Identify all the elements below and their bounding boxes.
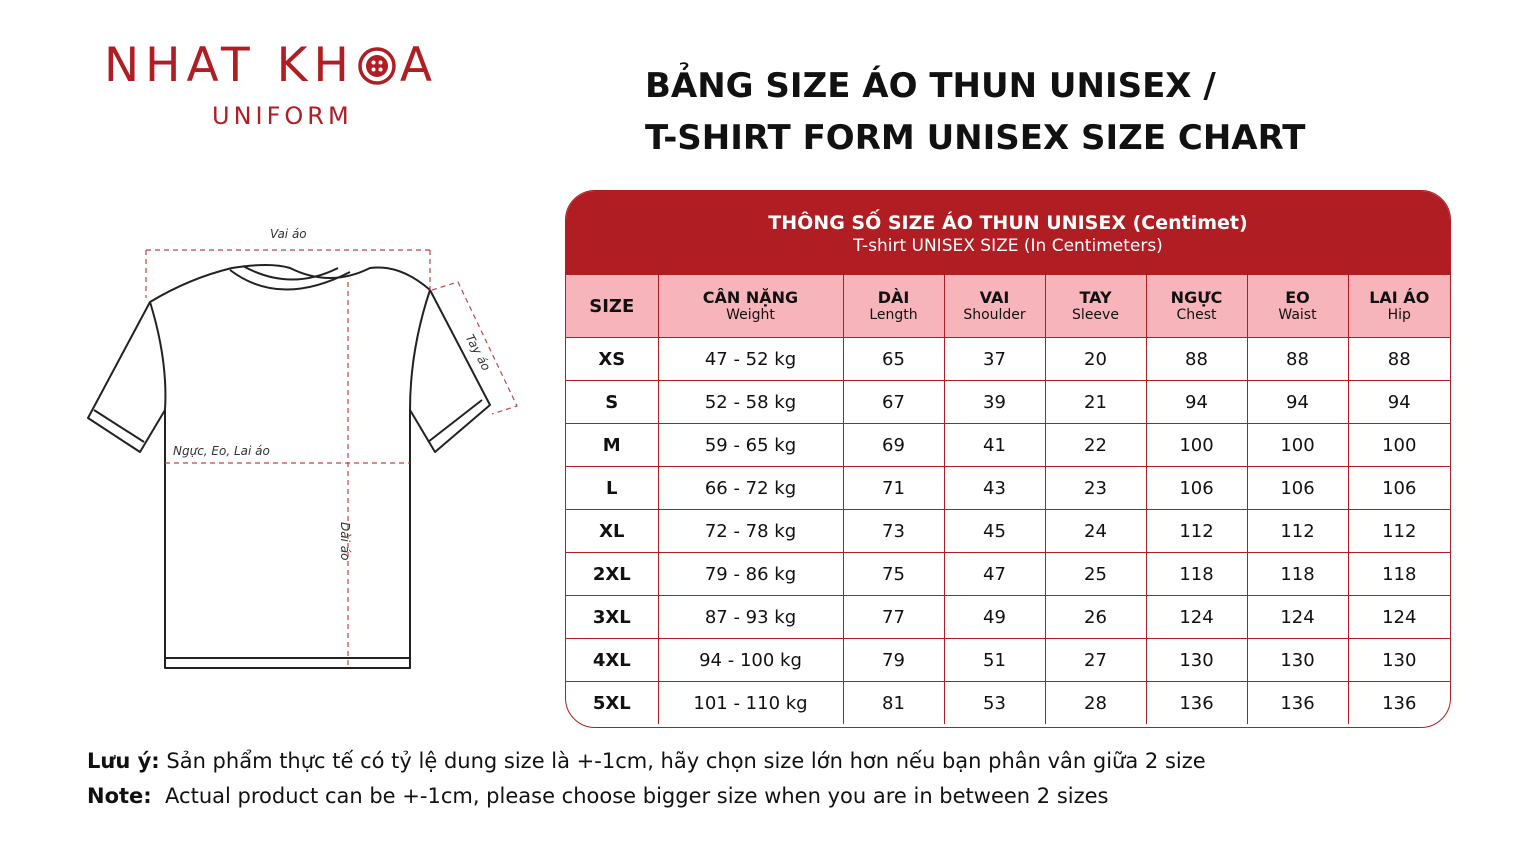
table-cell: 130: [1146, 639, 1247, 682]
table-cell: 79 - 86 kg: [658, 553, 843, 596]
size-cell: XL: [566, 510, 658, 553]
table-cell: 73: [843, 510, 944, 553]
size-cell: 4XL: [566, 639, 658, 682]
table-cell: 71: [843, 467, 944, 510]
size-chart-table: [565, 190, 1451, 728]
column-header-vi: SIZE: [589, 295, 635, 317]
table-cell: 27: [1045, 639, 1146, 682]
table-cell: 20: [1045, 338, 1146, 381]
note-en-text: Actual product can be +-1cm, please choose bigger size when you are in between 2 sizes: [165, 784, 1109, 808]
logo-text-part1: NHAT KH: [104, 38, 355, 93]
table-cell: 23: [1045, 467, 1146, 510]
table-cell: 94: [1146, 381, 1247, 424]
table-cell: 49: [944, 596, 1045, 639]
note-vi: [87, 744, 1487, 779]
column-header-vi: EO: [1285, 288, 1310, 307]
tshirt-outline-icon: [80, 220, 530, 680]
table-cell: 28: [1045, 682, 1146, 725]
table-cell: 88: [1247, 338, 1348, 381]
table-cell: 124: [1348, 596, 1450, 639]
note-en-label: Note:: [87, 784, 152, 808]
sleeve-label: Tay áo: [462, 332, 494, 374]
table-cell: 94: [1348, 381, 1450, 424]
column-header: [1247, 275, 1348, 338]
column-header-en: Shoulder: [963, 307, 1026, 323]
size-cell: 3XL: [566, 596, 658, 639]
table-cell: 24: [1045, 510, 1146, 553]
table-cell: 136: [1348, 682, 1450, 725]
column-header: [566, 275, 658, 338]
table-cell: 94 - 100 kg: [658, 639, 843, 682]
size-rows: [566, 338, 1450, 725]
table-cell: 136: [1146, 682, 1247, 725]
table-cell: 26: [1045, 596, 1146, 639]
table-cell: 100: [1348, 424, 1450, 467]
table-cell: 77: [843, 596, 944, 639]
table-cell: 81: [843, 682, 944, 725]
column-header-en: Sleeve: [1072, 307, 1119, 323]
table-cell: 112: [1247, 510, 1348, 553]
logo-text-part2: A: [399, 38, 438, 93]
table-cell: 47: [944, 553, 1045, 596]
column-header: [944, 275, 1045, 338]
button-icon: [357, 46, 397, 86]
table-cell: 118: [1146, 553, 1247, 596]
size-cell: XS: [566, 338, 658, 381]
table-row: [566, 424, 1450, 467]
table-cell: 106: [1247, 467, 1348, 510]
column-header-en: Chest: [1176, 307, 1217, 323]
table-cell: 87 - 93 kg: [658, 596, 843, 639]
column-header-vi: LAI ÁO: [1369, 288, 1430, 307]
table-cell: 130: [1348, 639, 1450, 682]
table-cell: 52 - 58 kg: [658, 381, 843, 424]
table-cell: 100: [1247, 424, 1348, 467]
column-header-en: Hip: [1387, 307, 1411, 323]
column-header-vi: NGỰC: [1170, 288, 1223, 307]
table-cell: 106: [1146, 467, 1247, 510]
size-table-title-en: T-shirt UNISEX SIZE (In Centimeters): [853, 236, 1163, 256]
table-cell: 88: [1146, 338, 1247, 381]
table-cell: 106: [1348, 467, 1450, 510]
column-header: [1146, 275, 1247, 338]
table-cell: 65: [843, 338, 944, 381]
column-header-vi: DÀI: [877, 288, 910, 307]
table-cell: 118: [1247, 553, 1348, 596]
table-cell: 45: [944, 510, 1045, 553]
table-cell: 25: [1045, 553, 1146, 596]
tshirt-diagram: [80, 220, 530, 680]
column-header: [1045, 275, 1146, 338]
table-cell: 101 - 110 kg: [658, 682, 843, 725]
table-row: [566, 510, 1450, 553]
size-cell: 2XL: [566, 553, 658, 596]
table-cell: 72 - 78 kg: [658, 510, 843, 553]
size-cell: 5XL: [566, 682, 658, 725]
table-cell: 22: [1045, 424, 1146, 467]
table-cell: 88: [1348, 338, 1450, 381]
table-cell: 66 - 72 kg: [658, 467, 843, 510]
note-en: [87, 779, 1487, 814]
shoulder-label: Vai áo: [270, 227, 307, 241]
table-row: [566, 467, 1450, 510]
note-vi-text: Sản phẩm thực tế có tỷ lệ dung size là +-1cm, hãy chọn size lớn hơn nếu bạn phân vân giữa 2 size: [166, 749, 1206, 773]
logo-subtitle: UNIFORM: [212, 102, 353, 130]
size-cell: M: [566, 424, 658, 467]
table-cell: 51: [944, 639, 1045, 682]
table-cell: 118: [1348, 553, 1450, 596]
table-cell: 130: [1247, 639, 1348, 682]
table-cell: 112: [1146, 510, 1247, 553]
table-cell: 37: [944, 338, 1045, 381]
table-cell: 47 - 52 kg: [658, 338, 843, 381]
column-header-en: Weight: [726, 307, 775, 323]
table-cell: 53: [944, 682, 1045, 725]
table-row: [566, 553, 1450, 596]
table-cell: 59 - 65 kg: [658, 424, 843, 467]
table-cell: 124: [1146, 596, 1247, 639]
page-title-line1: BẢNG SIZE ÁO THUN UNISEX /: [645, 66, 1216, 106]
table-row: [566, 338, 1450, 381]
column-header: [658, 275, 843, 338]
table-row: [566, 682, 1450, 725]
column-header-vi: CÂN NẶNG: [702, 288, 799, 307]
table-row: [566, 639, 1450, 682]
table-cell: 43: [944, 467, 1045, 510]
chest-label: Ngực, Eo, Lai áo: [173, 444, 270, 458]
size-cell: S: [566, 381, 658, 424]
table-cell: 67: [843, 381, 944, 424]
size-table: [566, 274, 1450, 724]
column-header: [1348, 275, 1450, 338]
note-vi-label: Lưu ý:: [87, 749, 160, 773]
table-cell: 75: [843, 553, 944, 596]
table-cell: 79: [843, 639, 944, 682]
table-cell: 112: [1348, 510, 1450, 553]
notes: [87, 744, 1487, 814]
column-header-en: Waist: [1278, 307, 1317, 323]
length-label: Dài áo: [338, 522, 352, 561]
table-cell: 69: [843, 424, 944, 467]
column-header-row: [566, 275, 1450, 338]
table-cell: 100: [1146, 424, 1247, 467]
table-cell: 41: [944, 424, 1045, 467]
column-header: [843, 275, 944, 338]
brand-logo: [104, 40, 464, 130]
table-cell: 21: [1045, 381, 1146, 424]
column-header-vi: TAY: [1079, 288, 1112, 307]
table-row: [566, 381, 1450, 424]
column-header-en: Length: [869, 307, 918, 323]
size-table-header: [566, 191, 1450, 274]
table-cell: 136: [1247, 682, 1348, 725]
table-cell: 124: [1247, 596, 1348, 639]
size-cell: L: [566, 467, 658, 510]
page-title: [645, 60, 1505, 164]
table-row: [566, 596, 1450, 639]
table-cell: 39: [944, 381, 1045, 424]
column-header-vi: VAI: [979, 288, 1010, 307]
size-table-title-vi: THÔNG SỐ SIZE ÁO THUN UNISEX (Centimet): [768, 212, 1248, 234]
table-cell: 94: [1247, 381, 1348, 424]
logo-wordmark: [104, 40, 464, 92]
page-title-line2: T-SHIRT FORM UNISEX SIZE CHART: [645, 118, 1306, 158]
